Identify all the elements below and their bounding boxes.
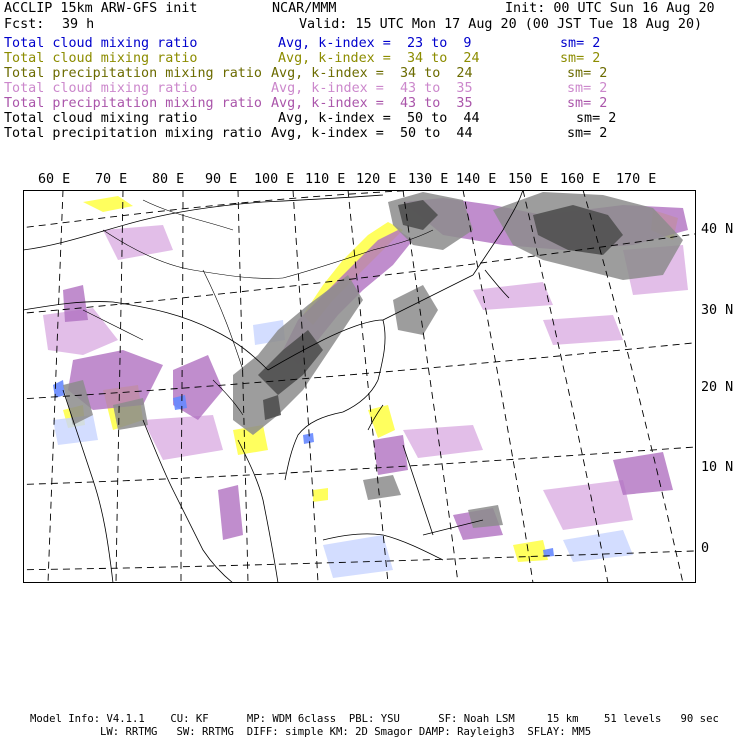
field-k-index-range: Avg, k-index = 50 to 44	[271, 126, 473, 141]
field-k-index-range: Avg, k-index = 34 to 24	[271, 66, 473, 81]
field-smoothing: sm= 2	[567, 66, 608, 81]
longitude-tick-label: 100 E	[254, 172, 295, 187]
longitude-tick-label: 170 E	[616, 172, 657, 187]
field-name: Total cloud mixing ratio	[4, 111, 198, 126]
longitude-tick-label: 130 E	[408, 172, 449, 187]
center-name: NCAR/MMM	[272, 1, 337, 16]
latitude-tick-label: 20 N	[701, 380, 734, 395]
plot-title: ACCLIP 15km ARW-GFS init	[4, 1, 198, 16]
field-k-index-range: Avg, k-index = 34 to 24	[278, 51, 480, 66]
longitude-tick-label: 110 E	[305, 172, 346, 187]
longitude-tick-label: 120 E	[356, 172, 397, 187]
valid-time: Valid: 15 UTC Mon 17 Aug 20 (00 JST Tue 18 Aug 20)	[299, 17, 703, 32]
model-info-line2: LW: RRTMG SW: RRTMG DIFF: simple KM: 2D Smagor DAMP: Rayleigh3 SFLAY: MM5	[100, 726, 592, 738]
longitude-tick-label: 140 E	[456, 172, 497, 187]
longitude-tick-label: 80 E	[152, 172, 185, 187]
field-name: Total precipitation mixing ratio	[4, 96, 262, 111]
forecast-label: Fcst:	[4, 17, 45, 32]
field-k-index-range: Avg, k-index = 43 to 35	[271, 96, 473, 111]
field-smoothing: sm= 2	[560, 36, 601, 51]
field-smoothing: sm= 2	[560, 51, 601, 66]
field-k-index-range: Avg, k-index = 50 to 44	[278, 111, 480, 126]
field-name: Total cloud mixing ratio	[4, 51, 198, 66]
map-canvas	[23, 190, 696, 583]
field-k-index-range: Avg, k-index = 23 to 9	[278, 36, 472, 51]
init-time: Init: 00 UTC Sun 16 Aug 20	[505, 1, 715, 16]
longitude-tick-label: 60 E	[38, 172, 71, 187]
field-smoothing: sm= 2	[567, 81, 608, 96]
field-smoothing: sm= 2	[567, 96, 608, 111]
field-smoothing: sm= 2	[576, 111, 617, 126]
longitude-tick-label: 70 E	[95, 172, 128, 187]
field-k-index-range: Avg, k-index = 43 to 35	[271, 81, 473, 96]
latitude-tick-label: 40 N	[701, 222, 734, 237]
field-name: Total cloud mixing ratio	[4, 81, 198, 96]
forecast-hour: 39 h	[62, 17, 95, 32]
map-panel	[23, 190, 696, 583]
latitude-tick-label: 0	[701, 541, 710, 556]
longitude-tick-label: 90 E	[205, 172, 238, 187]
field-smoothing: sm= 2	[567, 126, 608, 141]
longitude-tick-label: 160 E	[560, 172, 601, 187]
field-name: Total precipitation mixing ratio	[4, 126, 262, 141]
longitude-tick-label: 150 E	[508, 172, 549, 187]
latitude-tick-label: 10 N	[701, 460, 734, 475]
field-name: Total precipitation mixing ratio	[4, 66, 262, 81]
latitude-tick-label: 30 N	[701, 303, 734, 318]
model-info-line1: Model Info: V4.1.1 CU: KF MP: WDM 6class PBL: YSU SF: Noah LSM 15 km 51 levels 90 sec	[30, 713, 719, 725]
field-name: Total cloud mixing ratio	[4, 36, 198, 51]
